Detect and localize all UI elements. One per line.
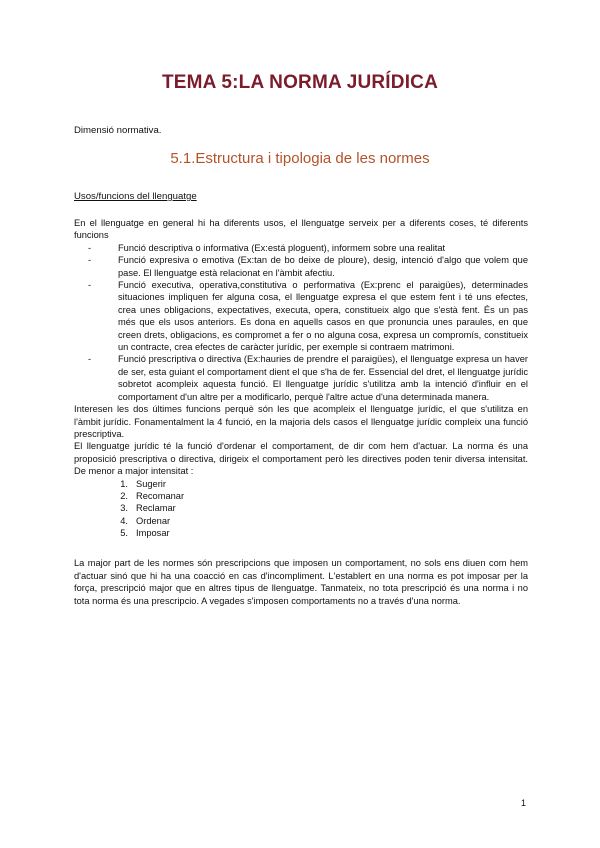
functions-list xyxy=(74,242,528,403)
list-item xyxy=(74,502,528,514)
list-item: - Funció prescriptiva o directiva (Ex:hauries de prendre el paraigües), el llenguatge expresa un haver de ser, esta guiant el comportament dient el que s'ha de fer. Essencial del dret, el llenguatge jurídic sobretot acompleix aquesta funció. El llenguatge jurídic s'utilitza amb la intenció d'influir en el comportament d'un altre per a modificarlo, perquè l'altre actue d'una determinada manera. xyxy=(118,353,528,403)
section-heading: 5.1.Estructura i tipologia de les normes xyxy=(170,150,430,167)
list-label: Reclamar xyxy=(136,503,176,514)
subsection-heading: Usos/funcions del llenguatge xyxy=(74,191,197,202)
list-label: Ordenar xyxy=(136,515,171,526)
page-number: 1 xyxy=(520,798,526,808)
document-body xyxy=(74,217,528,607)
intensity-list xyxy=(74,478,528,540)
list-item xyxy=(74,490,528,502)
list-item: - Funció expresiva o emotiva (Ex:tan de bo deixe de ploure), desig, intenció d'algo que volem que pase. El llenguatge està relacionat en l'àmbit afectiu. xyxy=(118,254,528,279)
list-number: 3. xyxy=(120,503,128,514)
final-paragraph: La major part de les normes són prescripcions que imposen un comportament, no sols ens diuen com hem d'actuar sinó que hi ha una coacció en cas d'incompliment. L'establert en una norma es pot imposar per la força, prescripció major que en altres tipus de llenguatge. Tanmateix, no tota prescripció és una norma i no tota norma és una prescripcio. A vegades s'imposen comportaments no a través d'una norma. xyxy=(74,558,528,606)
interest-paragraph: Interesen les dos últimes funcions perquè són les que acompleix el llenguatge jurídic, el que s'utilitza en l'àmbit jurídic. Fonamentalment la 4 funció, en la majoria dels casos el llenguatge jurídic compleix una funció prescriptiva. xyxy=(74,404,528,439)
list-label: Sugerir xyxy=(136,478,166,489)
list-label: Imposar xyxy=(136,528,170,539)
list-number: 2. xyxy=(120,490,128,501)
list-label: Recomanar xyxy=(136,490,185,501)
document-title: TEMA 5:LA NORMA JURÍDICA xyxy=(161,72,439,93)
list-item xyxy=(74,527,528,539)
list-item: - Funció descriptiva o informativa (Ex:está ploguent), informem sobre una realitat xyxy=(118,242,528,254)
spacer xyxy=(74,539,528,557)
list-number: 4. xyxy=(120,515,128,526)
list-number: 1. xyxy=(120,478,128,489)
function-paragraph: El llenguatge jurídic té la funció d'ordenar el comportament, de dir com hem d'actuar. La norma és una proposició prescriptiva o directiva, dirigeix el comportament però les directives poden tenir diversa intensitat. De menor a major intensitat : xyxy=(74,441,528,477)
list-item xyxy=(74,478,528,490)
list-item xyxy=(74,515,528,527)
dimension-label: Dimensió normativa. xyxy=(74,125,162,136)
intro-paragraph: En el llenguatge en general hi ha diferents usos, el llenguatge serveix per a diferents coses, té diferents funcions xyxy=(74,218,528,241)
list-item: - Funció executiva, operativa,constitutiva o performativa (Ex:prenc el paraigües), determinades situaciones impliquen fer alguna cosa, el llenguatge expresa el que estem fent i té uns efectes, crea unes obligacions, expectatives, executa, opera, constitueix algo que s'està fent. És un pas més que els usos anteriors. Es dona en aquells casos en que pronuncia unes paraules, en que creen drets, obligacions, es compromet a fer o no alguna cosa, expresa un compromís, constitueix un contracte, crea efectes de caràcter jurídic, per exemple si contraem matrimoni. xyxy=(118,279,528,353)
list-number: 5. xyxy=(120,528,128,539)
